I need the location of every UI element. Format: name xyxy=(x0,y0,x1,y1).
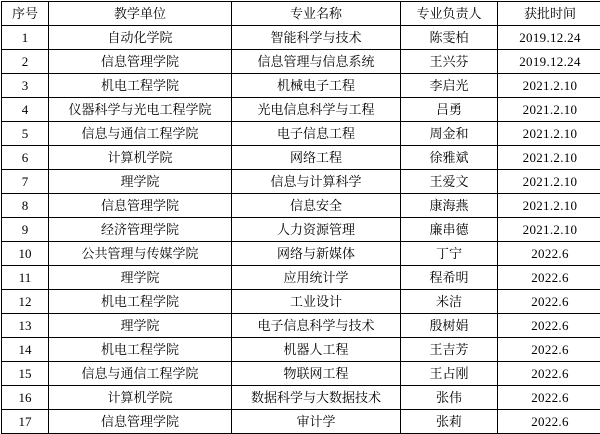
cell-index: 7 xyxy=(2,170,49,194)
cell-major-leader: 王兴芬 xyxy=(401,50,498,74)
cell-major-name: 应用统计学 xyxy=(232,266,401,290)
cell-major-name: 信息与计算科学 xyxy=(232,170,401,194)
cell-major-name: 机器人工程 xyxy=(232,338,401,362)
major-list-table xyxy=(1,1,600,434)
cell-teaching-unit: 理学院 xyxy=(49,314,232,338)
cell-approval-date: 2022.6 xyxy=(498,266,600,290)
cell-approval-date: 2021.2.10 xyxy=(498,218,600,242)
cell-approval-date: 2021.2.10 xyxy=(498,170,600,194)
cell-major-name: 信息安全 xyxy=(232,194,401,218)
cell-major-leader: 张伟 xyxy=(401,386,498,410)
cell-major-name: 电子信息工程 xyxy=(232,122,401,146)
cell-approval-date: 2022.6 xyxy=(498,386,600,410)
cell-index: 12 xyxy=(2,290,49,314)
cell-major-leader: 丁宁 xyxy=(401,242,498,266)
cell-teaching-unit: 仪器科学与光电工程学院 xyxy=(49,98,232,122)
cell-major-name: 电子信息科学与技术 xyxy=(232,314,401,338)
cell-major-leader: 吕勇 xyxy=(401,98,498,122)
cell-major-name: 机械电子工程 xyxy=(232,74,401,98)
cell-teaching-unit: 理学院 xyxy=(49,170,232,194)
cell-major-leader: 廉串德 xyxy=(401,218,498,242)
cell-teaching-unit: 信息管理学院 xyxy=(49,194,232,218)
cell-teaching-unit: 计算机学院 xyxy=(49,146,232,170)
cell-teaching-unit: 经济管理学院 xyxy=(49,218,232,242)
cell-index: 2 xyxy=(2,50,49,74)
table-header-row xyxy=(2,2,600,26)
cell-major-name: 人力资源管理 xyxy=(232,218,401,242)
table-row xyxy=(2,50,600,74)
cell-approval-date: 2022.6 xyxy=(498,290,600,314)
header-index: 序号 xyxy=(2,2,49,26)
cell-major-name: 智能科学与技术 xyxy=(232,26,401,50)
cell-major-name: 审计学 xyxy=(232,410,401,434)
cell-major-name: 网络与新媒体 xyxy=(232,242,401,266)
cell-index: 15 xyxy=(2,362,49,386)
cell-teaching-unit: 机电工程学院 xyxy=(49,338,232,362)
cell-teaching-unit: 计算机学院 xyxy=(49,386,232,410)
cell-index: 13 xyxy=(2,314,49,338)
cell-approval-date: 2022.6 xyxy=(498,338,600,362)
cell-teaching-unit: 公共管理与传媒学院 xyxy=(49,242,232,266)
major-list-table-container xyxy=(0,1,600,434)
cell-index: 4 xyxy=(2,98,49,122)
table-row xyxy=(2,362,600,386)
table-row xyxy=(2,26,600,50)
cell-approval-date: 2021.2.10 xyxy=(498,146,600,170)
cell-index: 3 xyxy=(2,74,49,98)
cell-approval-date: 2022.6 xyxy=(498,362,600,386)
table-row xyxy=(2,386,600,410)
table-row xyxy=(2,290,600,314)
cell-major-leader: 程希明 xyxy=(401,266,498,290)
cell-approval-date: 2021.2.10 xyxy=(498,74,600,98)
cell-index: 5 xyxy=(2,122,49,146)
table-row xyxy=(2,74,600,98)
table-row xyxy=(2,170,600,194)
header-approval-date: 获批时间 xyxy=(498,2,600,26)
cell-approval-date: 2022.6 xyxy=(498,242,600,266)
header-teaching-unit: 教学单位 xyxy=(49,2,232,26)
cell-major-leader: 王爱文 xyxy=(401,170,498,194)
cell-major-leader: 王吉芳 xyxy=(401,338,498,362)
cell-teaching-unit: 理学院 xyxy=(49,266,232,290)
cell-major-leader: 周金和 xyxy=(401,122,498,146)
cell-approval-date: 2019.12.24 xyxy=(498,26,600,50)
table-row xyxy=(2,98,600,122)
table-row xyxy=(2,218,600,242)
cell-teaching-unit: 机电工程学院 xyxy=(49,290,232,314)
cell-major-leader: 康海燕 xyxy=(401,194,498,218)
table-row xyxy=(2,314,600,338)
cell-index: 1 xyxy=(2,26,49,50)
table-row xyxy=(2,338,600,362)
table-header xyxy=(2,2,600,26)
cell-major-name: 网络工程 xyxy=(232,146,401,170)
cell-index: 8 xyxy=(2,194,49,218)
cell-approval-date: 2021.2.10 xyxy=(498,194,600,218)
cell-teaching-unit: 信息与通信工程学院 xyxy=(49,362,232,386)
cell-major-name: 数据科学与大数据技术 xyxy=(232,386,401,410)
cell-major-leader: 陈雯柏 xyxy=(401,26,498,50)
cell-major-name: 工业设计 xyxy=(232,290,401,314)
cell-major-name: 光电信息科学与工程 xyxy=(232,98,401,122)
cell-major-name: 信息管理与信息系统 xyxy=(232,50,401,74)
cell-index: 11 xyxy=(2,266,49,290)
cell-index: 9 xyxy=(2,218,49,242)
cell-major-leader: 米洁 xyxy=(401,290,498,314)
cell-teaching-unit: 信息与通信工程学院 xyxy=(49,122,232,146)
cell-approval-date: 2021.2.10 xyxy=(498,122,600,146)
header-major-name: 专业名称 xyxy=(232,2,401,26)
cell-teaching-unit: 自动化学院 xyxy=(49,26,232,50)
table-row xyxy=(2,146,600,170)
cell-teaching-unit: 机电工程学院 xyxy=(49,74,232,98)
cell-approval-date: 2022.6 xyxy=(498,314,600,338)
cell-major-leader: 殷树娟 xyxy=(401,314,498,338)
table-row xyxy=(2,194,600,218)
cell-approval-date: 2022.6 xyxy=(498,410,600,434)
cell-major-leader: 张莉 xyxy=(401,410,498,434)
cell-index: 10 xyxy=(2,242,49,266)
header-major-leader: 专业负责人 xyxy=(401,2,498,26)
cell-major-leader: 徐雅斌 xyxy=(401,146,498,170)
cell-index: 17 xyxy=(2,410,49,434)
cell-approval-date: 2021.2.10 xyxy=(498,98,600,122)
cell-approval-date: 2019.12.24 xyxy=(498,50,600,74)
cell-index: 16 xyxy=(2,386,49,410)
cell-major-leader: 王占刚 xyxy=(401,362,498,386)
cell-major-name: 物联网工程 xyxy=(232,362,401,386)
cell-index: 6 xyxy=(2,146,49,170)
cell-teaching-unit: 信息管理学院 xyxy=(49,50,232,74)
cell-teaching-unit: 信息管理学院 xyxy=(49,410,232,434)
cell-index: 14 xyxy=(2,338,49,362)
table-row xyxy=(2,410,600,434)
table-body xyxy=(2,26,600,434)
table-row xyxy=(2,242,600,266)
table-row xyxy=(2,122,600,146)
cell-major-leader: 李启光 xyxy=(401,74,498,98)
table-row xyxy=(2,266,600,290)
